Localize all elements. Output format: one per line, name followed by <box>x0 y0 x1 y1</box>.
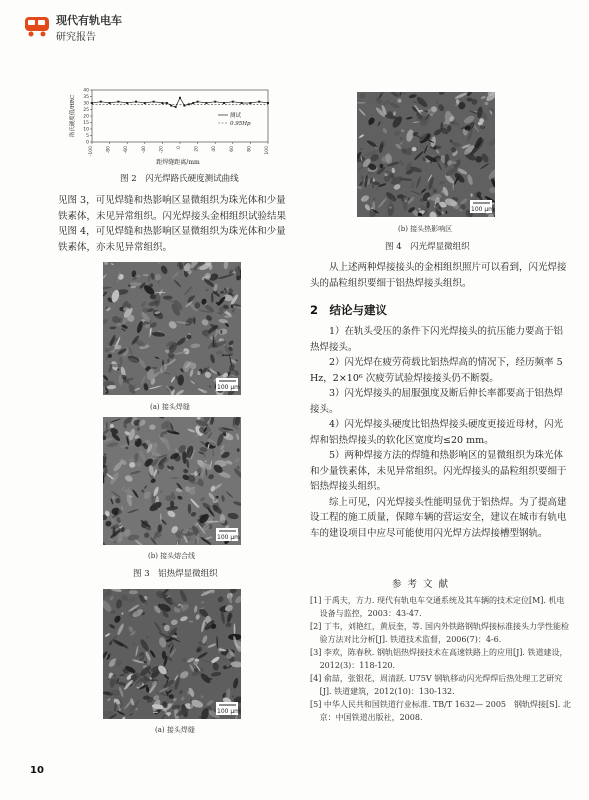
y-tick-label: 30 <box>83 101 89 107</box>
conclusion-item: 4）闪光焊接头硬度比铝热焊接头硬度更接近母材，闪光焊和铝热焊接头的软化区宽度均≤20 mm。 <box>310 419 564 446</box>
micrograph-3b <box>103 417 241 545</box>
section-title: 2 结论与建议 <box>310 303 388 317</box>
x-tick-label: -40 <box>141 146 147 154</box>
references-title: 参考文献 <box>392 579 455 590</box>
legend-threshold-label: 0.95Hp <box>230 121 251 127</box>
x-tick-label: 60 <box>229 146 235 152</box>
scale-label-3a: 100 μm <box>217 384 241 391</box>
series-test-point <box>135 101 137 103</box>
series-test-point <box>179 97 181 99</box>
y-tick-label: 35 <box>83 95 89 101</box>
x-tick-label: 20 <box>194 146 200 152</box>
figure2-caption: 图 2 闪光焊路氏硬度测试曲线 <box>120 174 239 184</box>
figure3b-subcaption: (b) 接头熔合线 <box>148 552 196 560</box>
series-test-point <box>166 102 168 104</box>
series-test-point <box>126 102 128 104</box>
x-tick-label: 40 <box>212 146 218 152</box>
series-test-point <box>192 102 194 104</box>
x-tick-label: 100 <box>265 146 270 155</box>
hardness-chart <box>68 86 283 166</box>
series-test-point <box>175 106 177 108</box>
conclusion-item: 2）闪光焊在疲劳荷载比铝热焊高的情况下，经历频率 5 Hz，2×10⁶ 次疲劳试验焊接接头仍不断裂。 <box>310 357 563 384</box>
series-test-point <box>214 101 216 103</box>
y-tick-label: 40 <box>83 88 89 94</box>
series-test-point <box>117 101 119 103</box>
series-test-point <box>205 102 207 104</box>
micrograph-4a <box>103 589 241 719</box>
y-tick-label: 10 <box>83 127 89 133</box>
hardness-chart-svg <box>68 86 283 166</box>
x-tick-label: 80 <box>247 146 253 152</box>
reference-item: [5] 中华人民共和国铁道行业标准. TB/T 1632— 2005 钢轨焊接[S]. 北京：中国铁道出版社，2008. <box>310 700 571 722</box>
y-tick-label: 5 <box>86 134 89 140</box>
conclusion-item: 1）在轨头受压的条件下闪光焊接头的抗压能力要高于铝热焊接头。 <box>310 326 564 353</box>
micrograph-4b <box>357 92 495 217</box>
series-test-point <box>267 102 269 104</box>
figure3a-subcaption: (a) 接头焊缝 <box>150 403 190 411</box>
micrograph-3a <box>103 262 241 395</box>
x-tick-label: 0 <box>177 146 182 149</box>
right-paragraph <box>310 260 572 291</box>
reference-item: [3] 李欢，陈春秋. 钢轨铝热焊接技术在高速铁路上的应用[J]. 铁道建设，2012(3)：118-120. <box>310 648 568 670</box>
conclusion-item: 3）闪光焊接头的屈服强度及断后伸长率都要高于铝热焊接头。 <box>310 388 564 415</box>
conclusion-item: 5）两种焊接方法的焊缝和热影响区的显微组织为珠光体和少量铁素体，未见异常组织。闪光焊接头的晶粒组织要细于铝热焊接头组织。 <box>310 450 567 492</box>
reference-item: [1] 于禹夫，方力. 现代有轨电车交通系统及其车辆的技术定位[M]. 机电设备与监控，2003：43-47. <box>310 596 565 618</box>
journal-brand: 现代有轨电车 <box>56 14 122 27</box>
left-paragraph <box>58 193 286 255</box>
series-test-point <box>258 101 260 103</box>
scale-label-4a: 100 μm <box>217 708 241 715</box>
series-test-point <box>161 102 163 104</box>
page-number: 10 <box>30 765 44 776</box>
right-paragraph-text: 从上述两种焊接接头的金相组织照片可以看到，闪光焊接头的晶粒组织要细于铝热焊接头组织。 <box>310 262 567 289</box>
y-axis-label: 洛氏硬度值/HRC <box>70 94 76 138</box>
series-test-point <box>197 101 199 103</box>
x-tick-label: -80 <box>106 146 112 154</box>
y-tick-label: 25 <box>83 108 89 114</box>
reference-item: [4] 俞喆，张银花，周清跃. U75V 钢轨移动闪光焊焊后热处理工艺研究[J]. 铁道建筑，2012(10)：130-132. <box>310 674 563 696</box>
series-test-point <box>109 102 111 104</box>
x-axis-label: 距焊缝距离/mm <box>156 159 200 166</box>
x-tick-label: -60 <box>124 146 130 154</box>
series-test-point <box>241 102 243 104</box>
figure4-caption: 图 4 闪光焊显微组织 <box>385 242 470 252</box>
x-tick-label: -100 <box>89 146 94 157</box>
y-tick-label: 15 <box>83 121 89 127</box>
left-paragraph-text: 见图 3，可见焊缝和热影响区显微组织为珠光体和少量铁素体，未见异常组织。闪光焊接头金相组织试验结果见图 4，可见焊缝和热影响区显微组织为珠光体和少量铁素体，亦未见异常组织。 <box>58 195 287 253</box>
series-test-point <box>188 103 190 105</box>
figure4b-subcaption: (b) 接头热影响区 <box>398 225 453 233</box>
conclusion-summary: 综上可见，闪光焊接头性能明显优于铝热焊。为了提高建设工程的施工质量，保障车辆的营运安全，建议在城市有轨电车的建设项目中应尽可能使用闪光焊方法焊接槽型钢轨。 <box>310 496 567 539</box>
scale-label-4b: 100 μm <box>471 206 495 213</box>
references-list <box>310 594 572 724</box>
series-test-point <box>183 105 185 107</box>
y-tick-label: 0 <box>86 140 89 146</box>
brand-logo-icon <box>24 14 50 38</box>
legend-test-label: 测试 <box>230 113 242 119</box>
series-test-point <box>153 101 155 103</box>
series-test-point <box>170 105 172 107</box>
series-test-point <box>144 102 146 104</box>
conclusions-list <box>310 324 572 541</box>
series-test-point <box>223 102 225 104</box>
figure4a-subcaption: (a) 接头焊缝 <box>155 726 195 734</box>
series-test-point <box>91 102 93 104</box>
section-label: 研究报告 <box>56 32 96 43</box>
x-tick-label: -20 <box>159 146 165 154</box>
scale-label-3b: 100 μm <box>217 534 241 541</box>
figure3-caption: 图 3 铝热焊显微组织 <box>133 569 218 579</box>
series-test-point <box>100 101 102 103</box>
reference-item: [2] 丁韦，刘艳红，黄辰奎，等. 国内外铁路钢轨焊接标准接头力学性能检验方法对比分析[J]. 铁道技术监督，2006(7)：4-6. <box>310 622 569 644</box>
series-test-point <box>232 101 234 103</box>
series-test-point <box>249 102 251 104</box>
y-tick-label: 20 <box>83 114 89 120</box>
